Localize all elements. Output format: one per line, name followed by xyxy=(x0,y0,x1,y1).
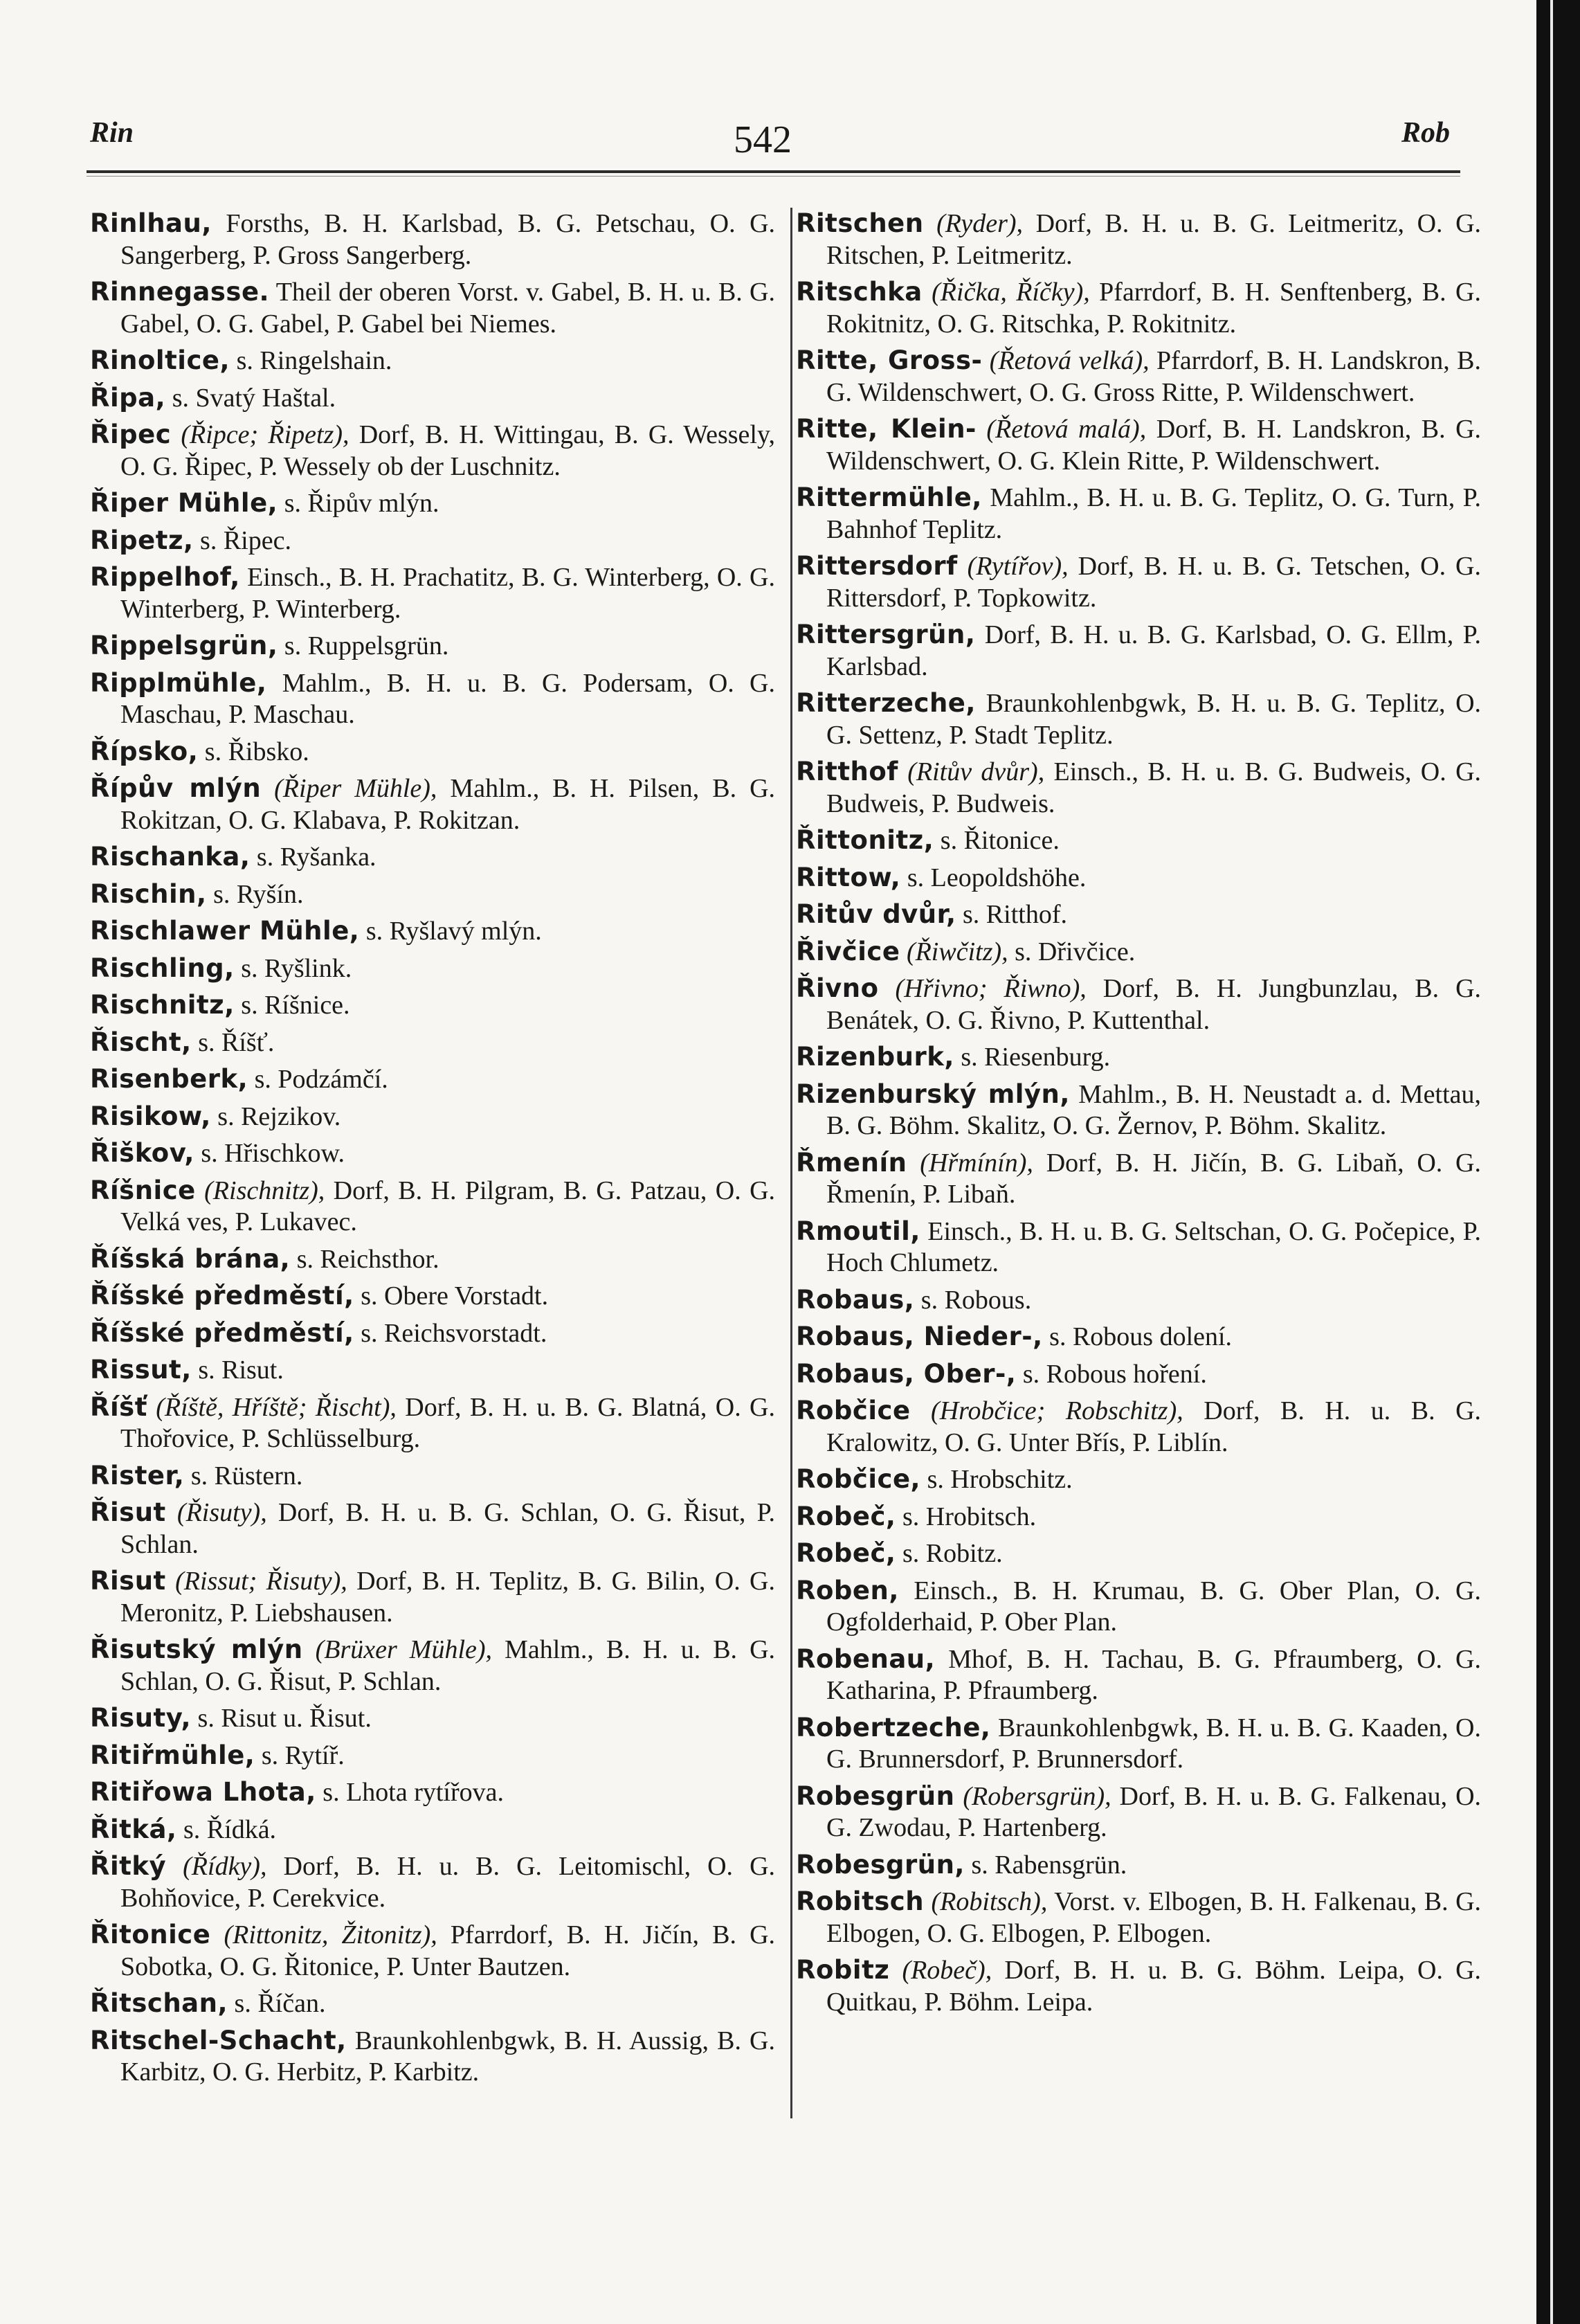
running-head-left: Rin xyxy=(90,117,134,149)
entry-headword: Robčice xyxy=(796,1396,911,1425)
entry-description: Mahlm., B. H. u. B. G. Teplitz, O. G. Turn, P. Bahnhof Teplitz. xyxy=(826,483,1481,544)
gazetteer-entry xyxy=(796,1358,1481,1391)
scan-dark-edge xyxy=(1536,0,1580,2324)
entry-description: Braunkohlenbgwk, B. H. u. B. G. Teplitz, O. G. Settenz, P. Stadt Teplitz. xyxy=(826,689,1482,750)
entry-description: Dorf, B. H. u. B. G. Blatná, O. G. Thořovice, P. Schlüsselburg. xyxy=(120,1392,775,1453)
entry-description: s. Rytíř. xyxy=(261,1740,345,1770)
entry-headword: Rischin, xyxy=(90,879,207,909)
entry-headword: Řivčice xyxy=(796,936,900,966)
gazetteer-entry xyxy=(796,1284,1481,1317)
entry-headword: Řitschan, xyxy=(90,1988,228,2018)
gazetteer-entry xyxy=(90,1565,775,1629)
entry-headword: Ritschen xyxy=(796,208,924,238)
gazetteer-entry xyxy=(90,736,775,768)
entry-description: Dorf, B. H. u. B. G. Kralowitz, O. G. Unter Břís, P. Liblín. xyxy=(826,1396,1482,1457)
entry-headword: Robeč, xyxy=(796,1538,896,1568)
entry-description: s. Obere Vorstadt. xyxy=(361,1281,549,1310)
gazetteer-entry xyxy=(796,413,1481,477)
entry-description: Braunkohlenbgwk, B. H. u. B. G. Kaaden, O. G. Brunnersdorf, P. Brunnersdorf. xyxy=(826,1713,1481,1774)
entry-headword: Robenau, xyxy=(796,1643,936,1674)
gazetteer-entry xyxy=(90,841,775,874)
gazetteer-entry xyxy=(90,1101,775,1133)
entry-description: s. Říčan. xyxy=(234,1989,326,2018)
right-column xyxy=(796,208,1481,2023)
gazetteer-entry xyxy=(796,1147,1481,1211)
entry-description: s. Ruppelsgrün. xyxy=(284,631,449,660)
gazetteer-entry xyxy=(90,667,775,731)
entry-headword: Rischanka, xyxy=(90,842,251,872)
entry-headword: Robitz xyxy=(796,1955,890,1985)
gazetteer-entry xyxy=(796,825,1481,857)
entry-description: Dorf, B. H. u. B. G. Tetschen, O. G. Rittersdorf, P. Topkowitz. xyxy=(826,552,1482,613)
gazetteer-entry xyxy=(90,989,775,1022)
entry-description: Braunkohlenbgwk, B. H. Aussig, B. G. Karbitz, O. G. Herbitz, P. Karbitz. xyxy=(120,2026,776,2087)
entry-headword: Risut xyxy=(90,1566,166,1596)
entry-headword: Rittersdorf xyxy=(796,551,958,581)
gazetteer-entry xyxy=(796,1712,1481,1776)
entry-description: Dorf, B. H. u. B. G. Falkenau, O. G. Zwodau, P. Hartenberg. xyxy=(826,1781,1482,1842)
gazetteer-entry xyxy=(796,1954,1481,2018)
entry-headword: Řitký xyxy=(90,1851,167,1881)
gazetteer-entry xyxy=(90,879,775,911)
gazetteer-entry xyxy=(90,1317,775,1350)
entry-variant-names: (Řídky), xyxy=(183,1852,267,1881)
gazetteer-entry xyxy=(90,276,775,340)
entry-description: s. Ryšlavý mlýn. xyxy=(365,917,542,946)
entry-headword: Řipec xyxy=(90,420,172,449)
entry-variant-names: (Řetová velká), xyxy=(989,346,1150,375)
entry-description: s. Leopoldshöhe. xyxy=(907,863,1087,892)
gazetteer-entry xyxy=(90,1919,775,1983)
gazetteer-entry xyxy=(796,1079,1481,1142)
gazetteer-entry xyxy=(90,1391,775,1455)
gazetteer-entry xyxy=(796,1216,1481,1279)
gazetteer-entry xyxy=(90,1702,775,1735)
entry-description: s. Robitz. xyxy=(902,1539,1003,1568)
gazetteer-entry xyxy=(90,630,775,663)
column-divider xyxy=(790,208,792,2118)
gazetteer-entry xyxy=(796,1643,1481,1707)
entry-variant-names: (Hrobčice; Robschitz), xyxy=(931,1396,1183,1425)
entry-description: Einsch., B. H. Krumau, B. G. Ober Plan, O. G. Ogfolderhaid, P. Ober Plan. xyxy=(826,1576,1481,1637)
entry-headword: Ritschel-Schacht, xyxy=(90,2025,347,2055)
gazetteer-entry xyxy=(90,915,775,948)
entry-description: Dorf, B. H. Landskron, B. G. Wildenschwert, O. G. Klein Ritte, P. Wildenschwert. xyxy=(826,415,1482,476)
gazetteer-entry xyxy=(90,1175,775,1238)
entry-variant-names: (Rissut; Řisuty), xyxy=(175,1567,347,1596)
gazetteer-entry xyxy=(796,208,1481,271)
gazetteer-entry xyxy=(90,1850,775,1914)
gazetteer-entry xyxy=(90,345,775,377)
entry-description: Pfarrdorf, B. H. Landskron, B. G. Wildenschwert, O. G. Gross Ritte, P. Wildenschwert. xyxy=(826,346,1482,407)
entry-description: s. Řibsko. xyxy=(204,737,309,766)
gazetteer-entry xyxy=(90,1814,775,1846)
entry-description: s. Robous hoření. xyxy=(1022,1359,1207,1389)
gazetteer-entry xyxy=(796,936,1481,969)
entry-headword: Ritte, Gross- xyxy=(796,345,983,375)
entry-variant-names: (Robeč), xyxy=(902,1956,992,1985)
entry-description: Einsch., B. H. u. B. G. Budweis, O. G. Budweis, P. Budweis. xyxy=(826,757,1482,818)
gazetteer-entry xyxy=(796,1781,1481,1844)
gazetteer-entry xyxy=(90,773,775,836)
gazetteer-entry xyxy=(90,1063,775,1096)
entry-headword: Rippelsgrün, xyxy=(90,631,278,660)
gazetteer-entry xyxy=(90,561,775,625)
gazetteer-entry xyxy=(90,1988,775,2020)
entry-headword: Roben, xyxy=(796,1575,899,1605)
entry-headword: Ritthof xyxy=(796,757,898,786)
entry-description: Mahlm., B. H. Neustadt a. d. Mettau, B. G. Böhm. Skalitz, O. G. Žernov, P. Böhm. Skalitz. xyxy=(826,1079,1481,1140)
entry-description: Forsths, B. H. Karlsbad, B. G. Petschau, O. G. Sangerberg, P. Gross Sangerberg. xyxy=(120,209,776,270)
gazetteer-entry xyxy=(90,1740,775,1772)
entry-description: Mhof, B. H. Tachau, B. G. Pfraumberg, O. G. Katharina, P. Pfraumberg. xyxy=(826,1644,1482,1705)
gazetteer-entry xyxy=(90,208,775,271)
gazetteer-entry xyxy=(90,1460,775,1493)
gazetteer-entry xyxy=(90,2025,775,2089)
entry-variant-names: (Ritův dvůr), xyxy=(907,757,1045,786)
entry-variant-names: (Hřivno; Řiwno), xyxy=(895,974,1087,1003)
entry-description: s. Reichsvorstadt. xyxy=(361,1318,547,1348)
gazetteer-entry xyxy=(796,1886,1481,1949)
entry-description: Dorf, B. H. Jungbunzlau, B. G. Benátek, O. G. Řivno, P. Kuttenthal. xyxy=(826,974,1482,1035)
entry-headword: Řischt, xyxy=(90,1027,192,1057)
gazetteer-entry xyxy=(90,1634,775,1697)
entry-headword: Řiškov, xyxy=(90,1138,194,1168)
entry-headword: Říšské předměstí, xyxy=(90,1317,354,1348)
entry-description: Pfarrdorf, B. H. Senftenberg, B. G. Rokitnitz, O. G. Ritschka, P. Rokitnitz. xyxy=(826,278,1482,339)
entry-description: Dorf, B. H. Jičín, B. G. Libaň, O. G. Řmenín, P. Libaň. xyxy=(826,1148,1482,1209)
gazetteer-entry xyxy=(796,1538,1481,1570)
entry-description: Vorst. v. Elbogen, B. H. Falkenau, B. G. Elbogen, O. G. Elbogen, P. Elbogen. xyxy=(826,1887,1482,1948)
entry-description: Mahlm., B. H. u. B. G. Podersam, O. G. Maschau, P. Maschau. xyxy=(120,668,775,729)
entry-variant-names: (Řetová malá), xyxy=(986,415,1147,444)
entry-headword: Risikow, xyxy=(90,1101,211,1131)
entry-description: s. Rabensgrün. xyxy=(971,1850,1127,1880)
gazetteer-entry xyxy=(796,862,1481,894)
entry-headword: Ritterzeche, xyxy=(796,688,976,718)
entry-headword: Rizenburský mlýn, xyxy=(796,1079,1070,1109)
entry-headword: Rmoutil, xyxy=(796,1216,920,1246)
entry-description: s. Ringelshain. xyxy=(236,346,392,375)
entry-headword: Ripetz, xyxy=(90,525,194,555)
gazetteer-entry xyxy=(90,1354,775,1387)
entry-headword: Rischlawer Mühle, xyxy=(90,916,360,946)
entry-headword: Řipa, xyxy=(90,382,166,413)
entry-headword: Řisut xyxy=(90,1497,166,1527)
gazetteer-entry xyxy=(90,382,775,415)
entry-headword: Rinoltice, xyxy=(90,345,230,375)
entry-headword: Risenberk, xyxy=(90,1064,248,1094)
entry-headword: Rinlhau, xyxy=(90,208,212,238)
entry-variant-names: (Rischnitz), xyxy=(204,1175,325,1205)
entry-headword: Ripplmühle, xyxy=(90,667,267,698)
entry-description: s. Hrobschitz. xyxy=(927,1465,1073,1494)
entry-description: Dorf, B. H. u. B. G. Schlan, O. G. Řisut, P. Schlan. xyxy=(120,1498,776,1559)
entry-headword: Robitsch xyxy=(796,1886,925,1916)
gazetteer-entry xyxy=(796,1849,1481,1882)
entry-headword: Ritschka xyxy=(796,277,923,307)
entry-headword: Robesgrün xyxy=(796,1781,955,1811)
entry-description: s. Řipec. xyxy=(200,525,291,555)
entry-headword: Říšská brána, xyxy=(90,1243,291,1274)
entry-headword: Rischnitz, xyxy=(90,990,235,1020)
gazetteer-entry xyxy=(796,756,1481,820)
entry-description: Dorf, B. H. u. B. G. Karlsbad, O. G. Ellm, P. Karlsbad. xyxy=(826,620,1481,681)
entry-variant-names: (Řipce; Řipetz), xyxy=(181,420,349,449)
entry-description: s. Risut u. Řisut. xyxy=(197,1704,372,1733)
gazetteer-entry xyxy=(796,1321,1481,1353)
page-number: 542 xyxy=(734,118,792,161)
entry-description: s. Robous. xyxy=(920,1285,1032,1315)
gazetteer-entry xyxy=(796,619,1481,683)
gazetteer-entry xyxy=(90,1027,775,1059)
gazetteer-entry xyxy=(90,525,775,557)
entry-headword: Řittonitz, xyxy=(796,825,934,855)
entry-headword: Rinnegasse. xyxy=(90,277,270,307)
gazetteer-entry xyxy=(796,1041,1481,1074)
entry-description: Dorf, B. H. Teplitz, B. G. Bilin, O. G. Meronitz, P. Liebshausen. xyxy=(120,1567,775,1628)
entry-headword: Risuty, xyxy=(90,1703,192,1733)
entry-headword: Ríšnice xyxy=(90,1175,196,1205)
entry-description: s. Lhota rytířova. xyxy=(323,1778,505,1807)
entry-description: s. Ryšín. xyxy=(213,879,304,909)
gazetteer-entry xyxy=(90,1776,775,1809)
gazetteer-entry xyxy=(796,687,1481,751)
entry-variant-names: (Rittonitz, Žitonitz), xyxy=(224,1920,437,1949)
gazetteer-entry xyxy=(90,953,775,985)
gazetteer-entry xyxy=(796,276,1481,340)
gazetteer-entry xyxy=(90,419,775,483)
entry-description: Einsch., B. H. u. B. G. Seltschan, O. G. Počepice, P. Hoch Chlumetz. xyxy=(826,1216,1482,1277)
entry-headword: Řmenín xyxy=(796,1147,907,1178)
entry-headword: Řisutský mlýn xyxy=(90,1634,303,1664)
entry-headword: Rizenburk, xyxy=(796,1042,954,1072)
entry-description: Dorf, B. H. Pilgram, B. G. Patzau, O. G. Velká ves, P. Lukavec. xyxy=(120,1175,776,1236)
entry-description: s. Rüstern. xyxy=(190,1461,303,1490)
entry-variant-names: (Ryder), xyxy=(936,209,1024,238)
entry-headword: Řípův mlýn xyxy=(90,773,262,803)
entry-description: Dorf, B. H. Wittingau, B. G. Wessely, O. G. Řipec, P. Wessely ob der Luschnitz. xyxy=(120,420,776,481)
entry-description: s. Risut. xyxy=(198,1355,284,1385)
entry-variant-names: (Rytířov), xyxy=(967,552,1069,581)
entry-description: s. Řitonice. xyxy=(940,826,1060,855)
entry-headword: Řitonice xyxy=(90,1920,211,1949)
entry-description: Mahlm., B. H. u. B. G. Schlan, O. G. Řisut, P. Schlan. xyxy=(120,1635,776,1696)
entry-headword: Robaus, Nieder-, xyxy=(796,1322,1043,1351)
entry-description: s. Řipův mlýn. xyxy=(284,489,439,518)
entry-description: s. Podzámčí. xyxy=(254,1065,388,1094)
entry-headword: Říšť xyxy=(90,1391,147,1422)
entry-variant-names: (Řiwčitz), xyxy=(906,937,1008,966)
gazetteer-entry xyxy=(796,345,1481,408)
gazetteer-entry xyxy=(90,1280,775,1313)
left-column xyxy=(90,208,775,2093)
entry-description: s. Riesenburg. xyxy=(961,1043,1111,1072)
scan-edge-line xyxy=(1550,0,1553,2324)
entry-description: Pfarrdorf, B. H. Jičín, B. G. Sobotka, O. G. Řitonice, P. Unter Bautzen. xyxy=(120,1920,776,1981)
entry-description: s. Reichsthor. xyxy=(296,1244,439,1274)
gazetteer-entry xyxy=(796,1501,1481,1533)
entry-description: s. Ryšlink. xyxy=(241,953,352,983)
entry-description: Dorf, B. H. u. B. G. Leitmeritz, O. G. Ritschen, P. Leitmeritz. xyxy=(826,209,1482,270)
entry-variant-names: (Řisuty), xyxy=(176,1498,267,1527)
entry-variant-names: (Robersgrün), xyxy=(963,1781,1111,1811)
entry-headword: Říšské předměstí, xyxy=(90,1281,354,1310)
entry-description: s. Dřivčice. xyxy=(1015,937,1136,966)
entry-headword: Robeč, xyxy=(796,1501,896,1531)
entry-description: s. Svatý Haštal. xyxy=(172,383,336,413)
entry-variant-names: (Hřmínín), xyxy=(920,1148,1033,1178)
entry-description: s. Rejzikov. xyxy=(217,1101,341,1131)
entry-description: Mahlm., B. H. Pilsen, B. G. Rokitzan, O. G. Klabava, P. Rokitzan. xyxy=(120,774,776,835)
gazetteer-entry xyxy=(796,550,1481,614)
gazetteer-entry xyxy=(796,899,1481,931)
gazetteer-entry xyxy=(796,1395,1481,1459)
entry-description: s. Ritthof. xyxy=(963,900,1067,929)
running-head-right: Rob xyxy=(1401,117,1451,149)
entry-description: Dorf, B. H. u. B. G. Böhm. Leipa, O. G. Quitkau, P. Böhm. Leipa. xyxy=(826,1956,1482,2017)
entry-headword: Řípsko, xyxy=(90,736,199,766)
entry-description: s. Hřischkow. xyxy=(201,1139,345,1168)
entry-headword: Robčice, xyxy=(796,1464,921,1494)
entry-description: s. Ryšanka. xyxy=(256,843,376,872)
entry-description: s. Hrobitsch. xyxy=(902,1502,1037,1531)
entry-headword: Robesgrün, xyxy=(796,1849,965,1880)
entry-headword: Rischling, xyxy=(90,953,235,983)
entry-description: Dorf, B. H. u. B. G. Leitomischl, O. G. Bohňovice, P. Cerekvice. xyxy=(120,1852,776,1913)
header-rule-thin xyxy=(87,176,1460,177)
entry-headword: Řitká, xyxy=(90,1814,177,1844)
entry-description: s. Říšť. xyxy=(198,1027,275,1057)
entry-headword: Ritiřowa Lhota, xyxy=(90,1777,316,1807)
entry-headword: Rittersgrün, xyxy=(796,620,976,649)
gazetteer-entry xyxy=(90,487,775,520)
entry-headword: Robaus, Ober-, xyxy=(796,1358,1017,1389)
entry-description: s. Ríšnice. xyxy=(241,991,350,1020)
entry-headword: Ritte, Klein- xyxy=(796,414,977,444)
entry-headword: Rittow, xyxy=(796,862,901,892)
entry-headword: Rippelhof, xyxy=(90,562,240,592)
entry-variant-names: (Brüxer Mühle), xyxy=(315,1635,493,1664)
gazetteer-entry xyxy=(796,482,1481,546)
gazetteer-entry xyxy=(796,973,1481,1036)
entry-headword: Řivno xyxy=(796,973,879,1003)
entry-description: Einsch., B. H. Prachatitz, B. G. Winterberg, O. G. Winterberg, P. Winterberg. xyxy=(120,563,775,624)
entry-headword: Rister, xyxy=(90,1460,185,1490)
entry-description: s. Řídká. xyxy=(183,1814,277,1844)
gazetteer-entry xyxy=(796,1575,1481,1639)
entry-description: Theil der oberen Vorst. v. Gabel, B. H. u. B. G. Gabel, O. G. Gabel, P. Gabel bei Niemes. xyxy=(120,278,775,339)
entry-headword: Ritův dvůr, xyxy=(796,899,956,929)
gazetteer-entry xyxy=(796,1463,1481,1496)
entry-variant-names: (Řiper Mühle), xyxy=(274,774,437,803)
entry-headword: Řiper Mühle, xyxy=(90,488,278,518)
entry-description: s. Robous dolení. xyxy=(1049,1322,1233,1351)
gazetteer-entry xyxy=(90,1243,775,1276)
entry-headword: Robertzeche, xyxy=(796,1712,991,1742)
entry-variant-names: (Řička, Říčky), xyxy=(932,278,1090,307)
entry-headword: Robaus, xyxy=(796,1284,915,1315)
header-rule xyxy=(87,170,1460,173)
gazetteer-entry xyxy=(90,1497,775,1560)
entry-variant-names: (Robitsch), xyxy=(931,1887,1048,1916)
entry-headword: Ritiřmühle, xyxy=(90,1740,255,1770)
entry-variant-names: (Říště, Hříště; Řischt), xyxy=(156,1392,397,1422)
entry-headword: Rittermühle, xyxy=(796,483,982,512)
gazetteer-entry xyxy=(90,1137,775,1170)
entry-headword: Rissut, xyxy=(90,1355,192,1385)
